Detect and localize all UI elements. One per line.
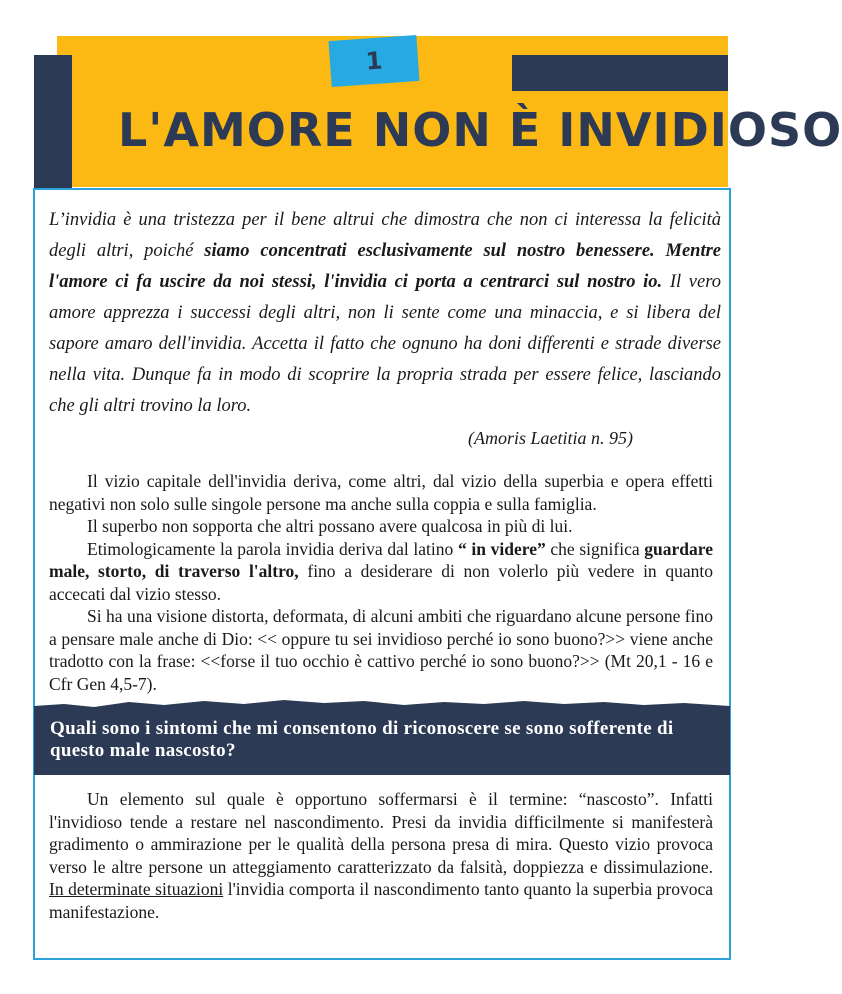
chapter-number-tag bbox=[329, 35, 420, 87]
section-title: Quali sono i sintomi che mi consentono di riconoscere se sono sofferente di questo male nascosto? bbox=[50, 718, 674, 761]
quote-text bbox=[49, 205, 721, 422]
body-paragraph: Il vizio capitale dell'invidia deriva, come altri, dal vizio della superbia e opera effetti negativi non solo sulle singole persone ma anche sulla coppia e sulla famiglia. bbox=[49, 471, 713, 514]
body-section-2 bbox=[49, 788, 713, 923]
text-run: fino a desiderare di non volerlo più vedere in quanto accecati dal vizio stesso. bbox=[49, 561, 713, 604]
text-run: l'invidia comporta il nascondimento tanto quanto la superbia provoca manifestazione. bbox=[49, 879, 713, 922]
body-paragraph bbox=[49, 788, 713, 923]
chapter-number: 1 bbox=[364, 46, 384, 76]
text-run: Etimologicamente la parola invidia deriva dal latino bbox=[87, 538, 458, 559]
text-run-underlined: In determinate situazioni bbox=[49, 879, 224, 899]
body-paragraph: Il superbo non sopporta che altri possano avere qualcosa in più di lui. bbox=[87, 516, 573, 536]
header-right-accent bbox=[512, 55, 728, 91]
quote-part-2: Il vero amore apprezza i successi degli altri, non li sente come una minaccia, e si libera del sapore amaro dell'invidia. Accetta il fatto che ognuno ha doni differenti e strade diverse nella vita. Dunque fa in modo di scoprire la propria strada per essere felice, lasciando che gli altri trovino la loro. bbox=[49, 272, 721, 416]
body-paragraph bbox=[49, 538, 713, 606]
header-left-accent bbox=[34, 55, 72, 188]
text-run-bold: “ in videre” bbox=[457, 538, 546, 559]
text-run: Un elemento sul quale è opportuno soffermarsi è il termine: “nascosto”. Infatti l'invidioso tende a restare nel nascondimento. Presi da invidia difficilmente si manifesterà gradimento o ammirazione per le qualità della persona presa di mira. Questo vizio provoca verso le altre persone un atteggiamento caratterizzato da falsità, doppiezza e dissimulazione. bbox=[49, 789, 713, 877]
quote-citation: (Amoris Laetitia n. 95) bbox=[468, 428, 633, 448]
quote-bold: siamo concentrati esclusivamente sul nostro benessere. Mentre l'amore ci fa uscire da noi stessi, l'invidia ci porta a centrarci sul nostro io. bbox=[49, 241, 721, 292]
body-section-1 bbox=[49, 470, 713, 695]
quote-part-1: L’invidia è una tristezza per il bene altrui che dimostra che non ci interessa la felicità degli altri, poiché bbox=[49, 210, 721, 261]
page-title: L'AMORE NON È INVIDIOSO bbox=[118, 103, 842, 157]
text-run-bold: guardare male, storto, di traverso l'altro, bbox=[49, 538, 713, 581]
body-paragraph: Si ha una visione distorta, deformata, di alcuni ambiti che riguardano alcune persone fino a pensare male anche di Dio: << oppure tu sei invidioso perché io sono buono?>> viene anche tradotto con la frase: <<forse il tuo occhio è cattivo perché io sono buono?>> (Mt 20,1 - 16 e Cfr Gen 4,5-7). bbox=[49, 606, 713, 694]
text-run: che significa bbox=[545, 538, 645, 559]
